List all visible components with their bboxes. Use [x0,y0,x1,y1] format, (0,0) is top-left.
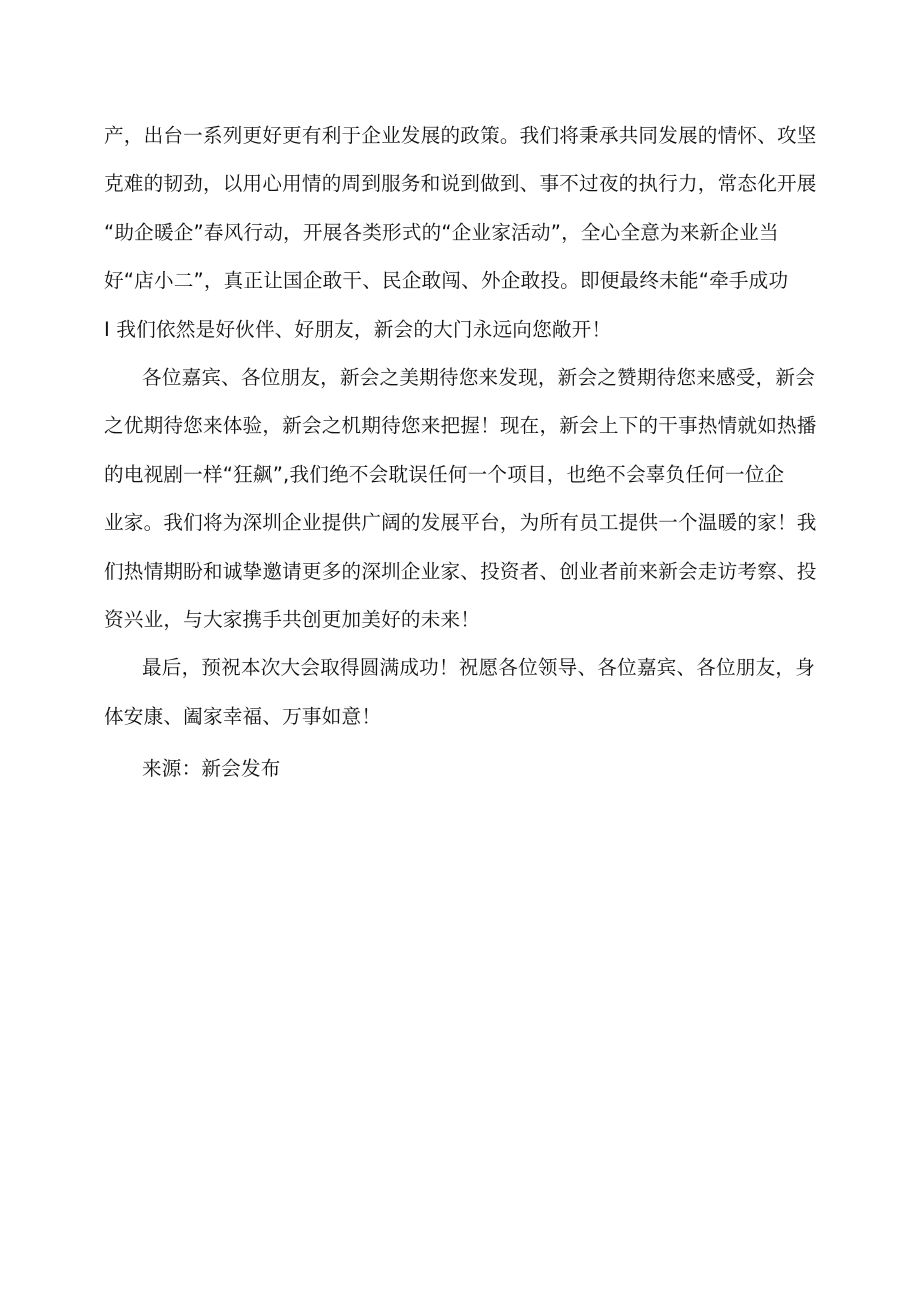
body-line: 体安康、阖家幸福、万事如意！ [104,704,382,728]
body-line: 各位嘉宾、各位朋友，新会之美期待您来发现，新会之赞期待您来感受，新会 [142,365,815,389]
source-line: 来源：新会发布 [142,757,281,781]
body-line: 们热情期盼和诚挚邀请更多的深圳企业家、投资者、创业者前来新会走访考察、投 [104,559,817,583]
document-body [104,112,826,793]
body-line: 最后，预祝本次大会取得圆满成功！祝愿各位领导、各位嘉宾、各位朋友，身 [142,656,815,680]
body-line: I 我们依然是好伙伴、好朋友，新会的大门永远向您敞开！ [104,317,612,341]
body-line: 资兴业，与大家携手共创更加美好的未来！ [104,607,481,631]
body-line: 产，出台一系列更好更有利于企业发展的政策。我们将秉承共同发展的情怀、攻坚 [104,124,817,147]
body-line: 克难的韧劲，以用心用情的周到服务和说到做到、事不过夜的执行力，常态化开展 [104,172,817,196]
body-line: “助企暖企”春风行动，开展各类形式的“企业家活动”，全心全意为来新企业当 [104,220,779,244]
body-line: 之优期待您来体验，新会之机期待您来把握！现在，新会上下的干事热情就如热播 [104,414,817,438]
body-line: 好“店小二”，真正让国企敢干、民企敢闯、外企敢投。即便最终未能“牵手成功 [104,269,789,293]
body-line: 业家。我们将为深圳企业提供广阔的发展平台，为所有员工提供一个温暖的家！我 [104,511,817,535]
body-line: 的电视剧一样“狂飙”,我们绝不会耽误任何一个项目，也绝不会辜负任何一位企 [104,462,785,486]
